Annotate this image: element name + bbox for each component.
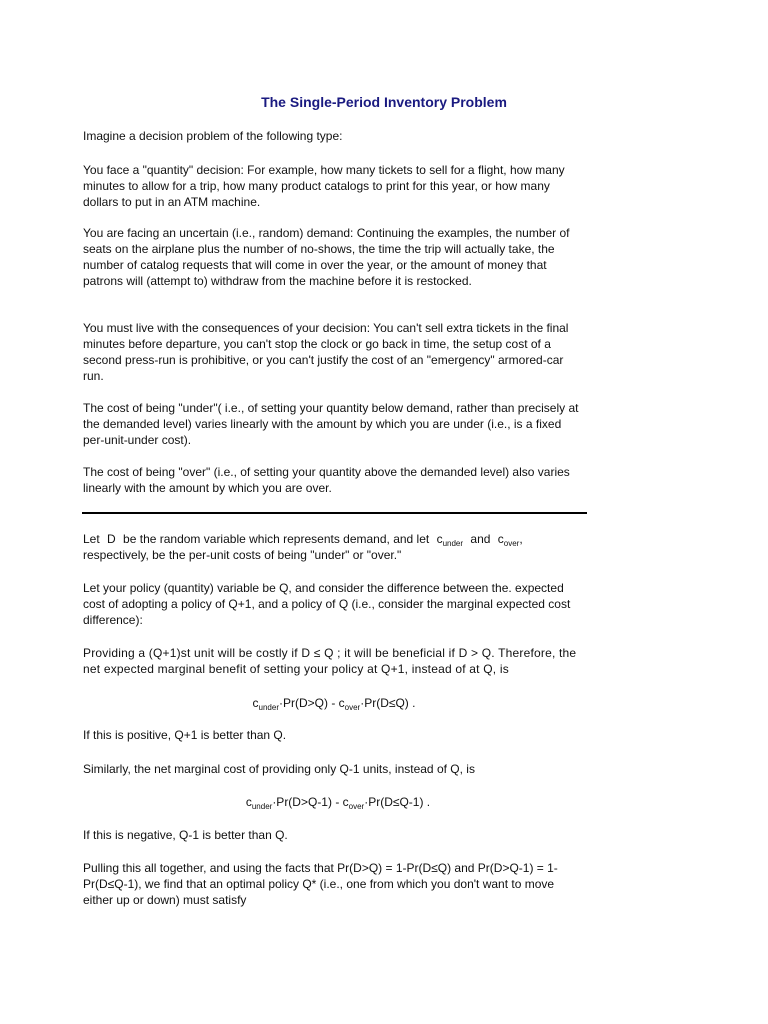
eq1-middle: ·Pr(D>Q) - c	[278, 696, 345, 710]
providing-paragraph: Providing a (Q+1)st unit will be costly if D ≤ Q ; it will be beneficial if D > Q. Therefore, the net expected marginal benefit of setting your policy at Q+1, instead of at Q, is	[83, 646, 577, 676]
eq2-c: c	[245, 795, 252, 809]
quantity-paragraph: You face a "quantity" decision: For example, how many tickets to sell for a flight, how many minutes to allow for a trip, how many product catalogs to print for this year, or how many dollars to put in an ATM machine.	[83, 163, 565, 209]
eq1-end: ·Pr(D≤Q) .	[360, 696, 416, 710]
similarly-paragraph: Similarly, the net marginal cost of providing only Q-1 units, instead of Q, is	[83, 762, 475, 776]
over-subscript: over	[503, 539, 520, 548]
eq2-over-subscript: over	[348, 802, 365, 811]
eq2-end: ·Pr(D≤Q-1) .	[364, 795, 431, 809]
marginal-benefit-equation	[0, 695, 718, 711]
page-title: The Single-Period Inventory Problem	[261, 94, 507, 110]
policy-paragraph: Let your policy (quantity) variable be Q, and consider the difference between the. expected cost of adopting a policy of Q+1, and a policy of Q (i.e., consider the marginal expected cost difference):	[83, 581, 571, 627]
eq2-middle: ·Pr(D>Q-1) - c	[272, 795, 349, 809]
conclusion-paragraph: Pulling this all together, and using the facts that Pr(D>Q) = 1-Pr(D≤Q) and Pr(D>Q-1) = 1-Pr(D≤Q-1), we find that an optimal policy Q* (i.e., one from which you don't want to move either up or down) must satisfy	[83, 861, 558, 907]
section-divider	[82, 512, 587, 514]
random-variable-text: be the random variable which represents demand, and let	[123, 532, 430, 546]
marginal-cost-equation	[0, 794, 722, 810]
demand-paragraph: You are facing an uncertain (i.e., random) demand: Continuing the examples, the number of seats on the airplane plus the number of no-shows, the time the trip will actually take, the number of catalog requests that will come in over the year, or the amount of money that patrons will (attempt to) withdraw from the machine before it is restocked.	[83, 226, 570, 288]
intro-paragraph: Imagine a decision problem of the following type:	[83, 129, 343, 143]
eq2-under-subscript: under	[251, 802, 273, 811]
c-over-symbol: c	[497, 532, 504, 546]
eq1-c: c	[252, 696, 259, 710]
comma-text: ,	[519, 532, 523, 546]
consequences-paragraph: You must live with the consequences of your decision: You can't sell extra tickets in the final minutes before departure, you can't stop the clock or go back in time, the setup cost of a second press-run is prohibitive, or you can't justify the cost of an "emergency" armored-car run.	[83, 321, 569, 383]
under-cost-paragraph: The cost of being "under"( i.e., of setting your quantity below demand, rather than precisely at the demanded level) varies linearly with the amount by which you are under (i.e., is a fixed per-unit-under cost).	[83, 401, 579, 447]
positive-paragraph: If this is positive, Q+1 is better than Q.	[83, 728, 287, 742]
eq1-over-subscript: over	[344, 703, 361, 712]
over-cost-paragraph: The cost of being "over" (i.e., of setting your quantity above the demanded level) also varies linearly with the amount by which you are over.	[83, 465, 570, 495]
c-under-symbol: c	[436, 532, 443, 546]
negative-paragraph: If this is negative, Q-1 is better than Q.	[83, 828, 288, 842]
per-unit-costs-text: respectively, be the per-unit costs of being "under" or "over."	[83, 548, 402, 562]
random-variable-paragraph	[83, 531, 583, 563]
demand-variable: D	[107, 532, 116, 546]
under-subscript: under	[442, 539, 464, 548]
let-text: Let	[83, 532, 100, 546]
eq1-under-subscript: under	[258, 703, 279, 712]
and-text: and	[470, 532, 491, 546]
